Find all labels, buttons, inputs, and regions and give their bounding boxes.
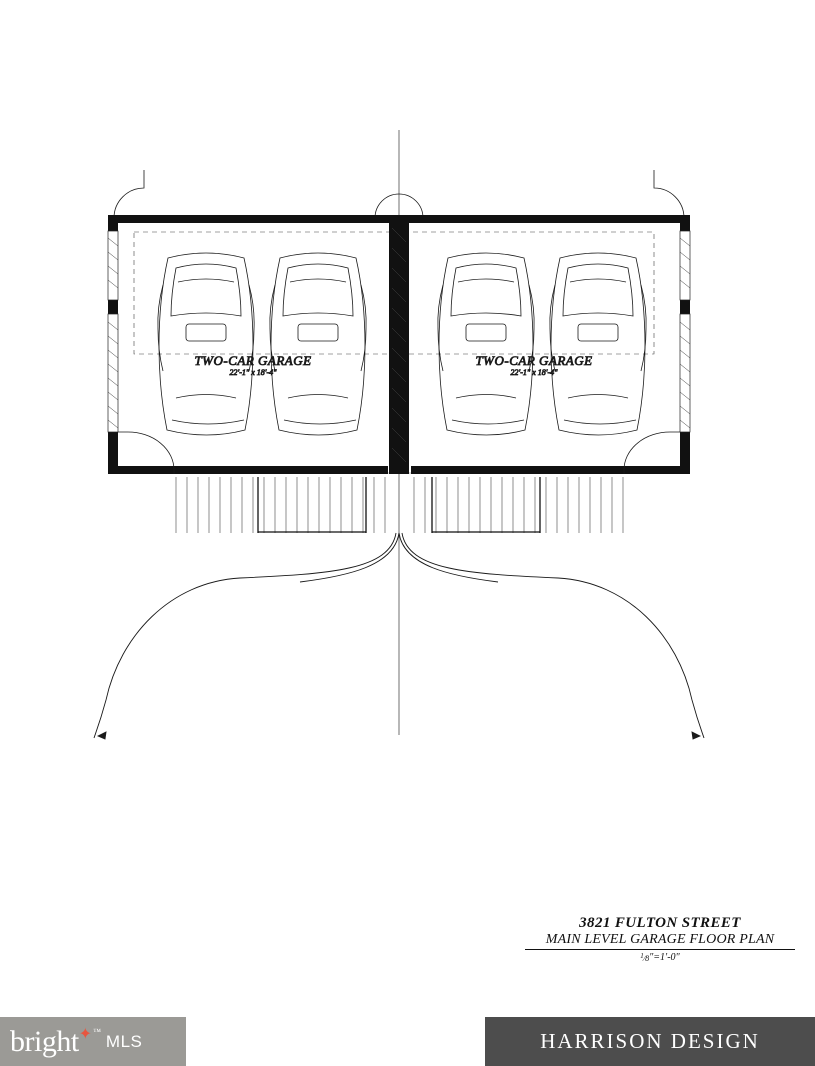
- car-right-2: [550, 253, 646, 435]
- footer-bar: [0, 1017, 815, 1066]
- scale-numerator: 1: [640, 952, 644, 960]
- star-icon: ✦: [78, 1025, 93, 1043]
- firm-banner: [485, 1017, 815, 1066]
- scale-denominator: 8: [645, 954, 650, 963]
- car-left-2: [270, 253, 366, 435]
- firm-name: HARRISON DESIGN: [540, 1029, 760, 1053]
- trademark-icon: ™: [93, 1027, 101, 1036]
- car-left-1: [158, 253, 254, 435]
- room-label-group-left: [194, 353, 311, 377]
- title-block: [525, 915, 795, 963]
- room-dimension: 22'-1" x 18'-4": [510, 368, 558, 377]
- scale-fraction: $^1$⁄8: [640, 952, 650, 963]
- room-label-group-right: [475, 353, 592, 377]
- brightmls-logo: [0, 1017, 186, 1066]
- mls-label: MLS: [105, 1031, 143, 1051]
- sheet-title: MAIN LEVEL GARAGE FLOOR PLAN: [525, 932, 795, 950]
- room-dimension: 22'-1" x 18'-4": [229, 368, 277, 377]
- drawing-scale: [525, 952, 795, 963]
- room-label: TWO-CAR GARAGE: [475, 353, 593, 368]
- driveway-apron-left: [176, 477, 385, 533]
- project-name: 3821 FULTON STREET: [579, 915, 741, 931]
- brightmls-wordmark: bright: [10, 1024, 79, 1058]
- car-right-1: [438, 253, 534, 435]
- driveway-apron-right: [414, 477, 623, 533]
- scale-units: "=1'-0": [649, 952, 680, 963]
- room-label: TWO-CAR GARAGE: [194, 353, 312, 368]
